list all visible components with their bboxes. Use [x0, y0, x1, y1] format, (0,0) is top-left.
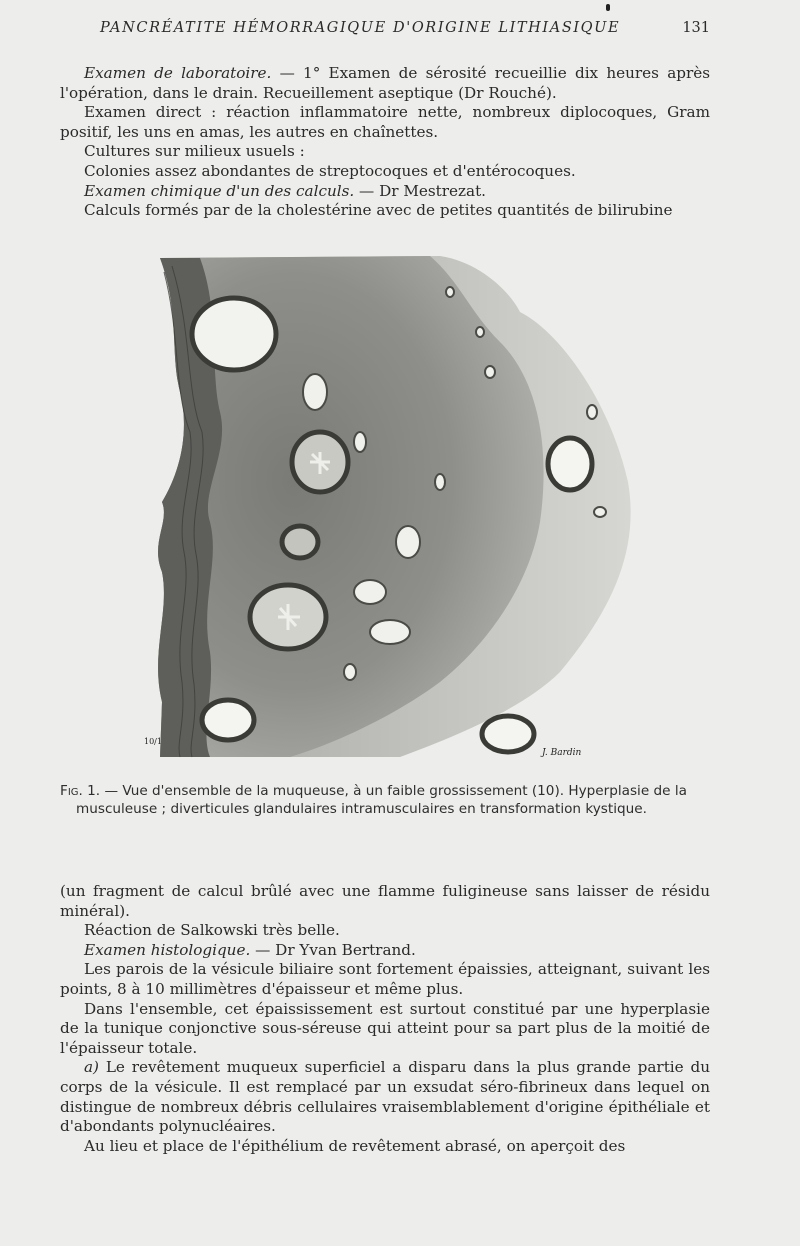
figure-caption	[60, 782, 712, 818]
paragraph-text: Cultures sur milieux usuels :	[84, 142, 305, 161]
paragraph	[60, 201, 710, 221]
caption-label: Fig. 1.	[60, 783, 101, 799]
paragraph-text: Calculs formés par de la cholestérine avec de petites quantités de bilirubine	[84, 201, 673, 220]
paragraph	[60, 64, 710, 103]
figure-scale-mark: 10/1	[144, 737, 162, 746]
paragraph	[60, 103, 710, 142]
paragraph-text: Les parois de la vésicule biliaire sont fortement épaissies, atteignant, suivant les points, 8 à 10 millimètres d'épaisseur et même plus.	[60, 960, 710, 998]
histology-illustration	[140, 252, 640, 764]
bottom-text-block	[60, 882, 710, 1156]
paragraph-text: Examen direct : réaction inflammatoire nette, nombreux diplocoques, Gram positif, les uns en amas, les autres en chaînettes.	[60, 103, 710, 141]
histology-figure	[140, 252, 640, 764]
paragraph-lead: Examen chimique d'un des calculs.	[84, 181, 355, 200]
paragraph	[60, 182, 710, 202]
paragraph-text: Au lieu et place de l'épithélium de revêtement abrasé, on aperçoit des	[84, 1136, 626, 1155]
paragraph-text: — Dr Mestrezat.	[354, 181, 487, 200]
paragraph	[60, 960, 710, 999]
paragraph-text: — 1° Examen de sérosité recueillie dix heures après l'opération, dans le drain. Recueillement aseptique (Dr Rouché).	[60, 64, 711, 102]
paragraph-text: Dans l'ensemble, cet épaississement est surtout constitué par une hyperplasie de la tunique conjonctive sous-séreuse qui atteint pour sa part plus de la moitié de l'épaisseur totale.	[60, 999, 710, 1057]
paragraph	[60, 1000, 710, 1059]
paragraph	[60, 142, 710, 162]
paragraph-text: — Dr Yvan Bertrand.	[250, 940, 416, 959]
running-header	[100, 20, 710, 36]
paragraph-lead: a)	[84, 1058, 99, 1077]
paragraph-text: Colonies assez abondantes de streptocoques et d'entérocoques.	[84, 161, 576, 180]
top-text-block	[60, 64, 710, 221]
paragraph-lead: Examen de laboratoire.	[84, 64, 272, 82]
paragraph	[60, 162, 710, 182]
paragraph	[60, 941, 710, 961]
paragraph-lead: Examen histologique.	[84, 940, 251, 959]
ink-speck	[606, 4, 610, 11]
paragraph-text: Le revêtement muqueux superficiel a disparu dans la plus grande partie du corps de la vésicule. Il est remplacé par un exsudat séro-fibrineux dans lequel on distingue de nombreux débris cellulaires vraisemblablement d'origine épithéliale et d'abondants polynucléaires.	[60, 1058, 710, 1136]
paragraph	[60, 1137, 710, 1157]
caption-paragraph	[60, 782, 712, 818]
artist-signature: J. Bardin	[542, 748, 582, 758]
paragraph-text: (un fragment de calcul brûlé avec une flamme fuligineuse sans laisser de résidu minéral).	[60, 882, 710, 920]
paragraph	[60, 921, 710, 941]
page-number: 131	[682, 20, 710, 36]
paragraph	[60, 882, 710, 921]
paragraph-text: Réaction de Salkowski très belle.	[84, 921, 340, 940]
running-title: PANCRÉATITE HÉMORRAGIQUE D'ORIGINE LITHIASIQUE	[100, 20, 621, 36]
caption-text: — Vue d'ensemble de la muqueuse, à un faible grossissement (10). Hyperplasie de la musculeuse ; diverticules glandulaires intramusculaires en transformation kystique.	[76, 783, 687, 817]
paragraph	[60, 1058, 710, 1136]
